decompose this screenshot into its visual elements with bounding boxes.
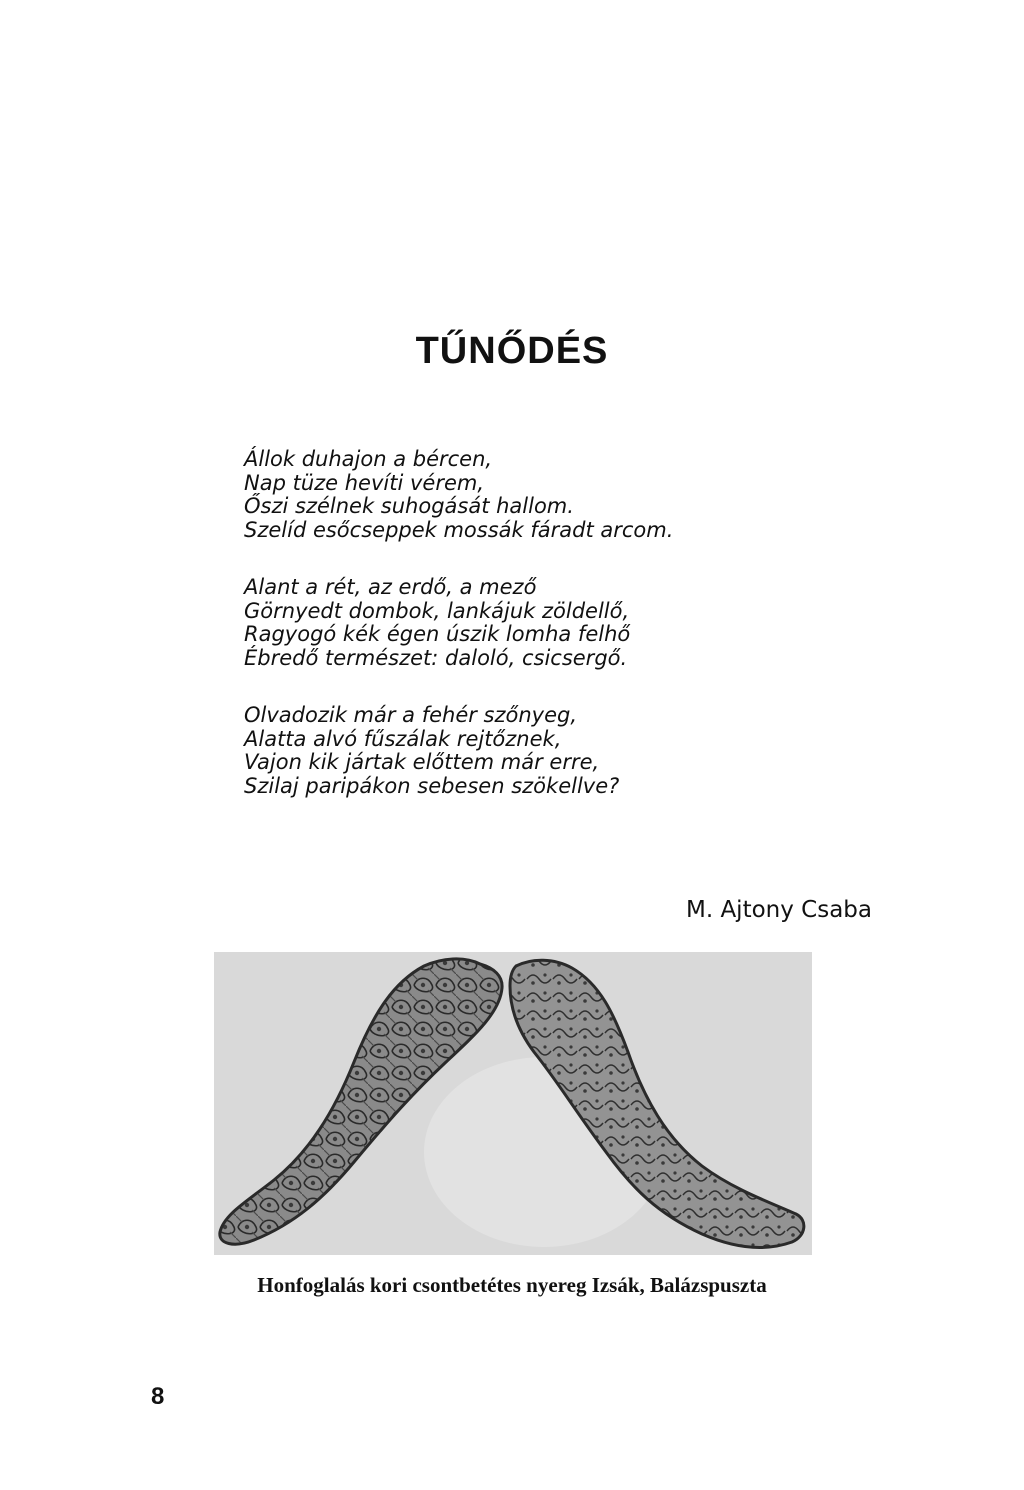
poem-stanza-3 (244, 704, 864, 798)
poem-line: Ragyogó kék égen úszik lomha felhő (244, 622, 631, 646)
poem-line: Vajon kik jártak előttem már erre, (244, 750, 600, 774)
poem-line: Alant a rét, az erdő, a mező (244, 575, 537, 599)
poem-stanza-1 (244, 448, 864, 542)
poem-body (244, 448, 864, 832)
poem-title: TŰNŐDÉS (415, 330, 609, 372)
saddle-photo (214, 952, 812, 1255)
poem-line: Állok duhajon a bércen, (244, 447, 493, 471)
poem-line: Őszi szélnek suhogását hallom. (244, 494, 574, 518)
poem-line: Nap tüze hevíti vérem, (244, 470, 485, 495)
poem-line: Szelíd esőcseppek mossák fáradt arcom. (244, 517, 674, 542)
poem-line: Alatta alvó fűszálak rejtőznek, (244, 726, 562, 751)
poem-author: M. Ajtony Csaba (685, 897, 872, 923)
poem-line: Ébredő természet: daloló, csicsergő. (244, 645, 628, 670)
poem-line: Görnyedt dombok, lankájuk zöldellő, (244, 598, 630, 623)
poem-line: Szilaj paripákon sebesen szökellve? (244, 773, 620, 798)
page-number: 8 (151, 1383, 165, 1410)
poem-stanza-2 (244, 576, 864, 670)
saddle-illustration (214, 952, 812, 1255)
poem-line: Olvadozik már a fehér szőnyeg, (244, 703, 578, 727)
photo-caption: Honfoglalás kori csontbetétes nyereg Izsák, Balázspuszta (257, 1273, 767, 1297)
